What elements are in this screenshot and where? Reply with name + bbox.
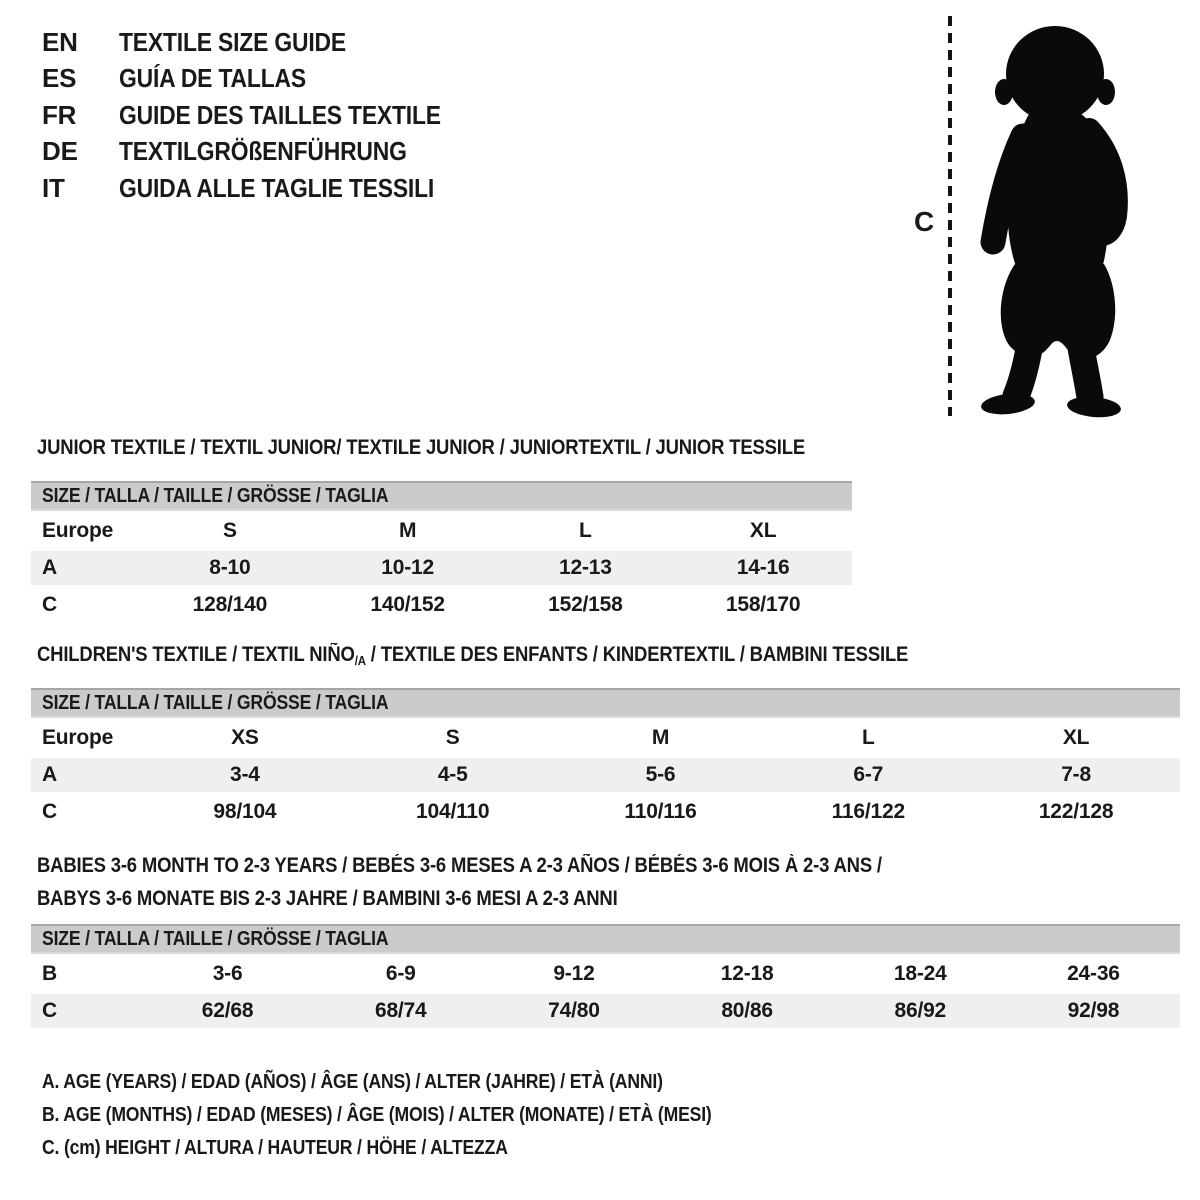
babies-section-title xyxy=(37,849,997,915)
junior-section-title xyxy=(37,436,910,460)
title-sub: /A xyxy=(354,653,366,668)
toddler-silhouette-icon xyxy=(963,18,1145,418)
age-row-b xyxy=(31,957,1180,991)
height-row-c xyxy=(31,588,852,622)
legend-notes xyxy=(42,1066,803,1165)
height-cell: 116/122 xyxy=(831,800,905,823)
row-label: C xyxy=(42,800,57,823)
size-cell: XL xyxy=(749,519,777,542)
height-cell: 80/86 xyxy=(721,999,773,1022)
height-cell: 98/104 xyxy=(213,800,277,823)
age-cell: 6-9 xyxy=(385,962,416,985)
language-code: FR xyxy=(42,99,77,130)
height-cell: 110/116 xyxy=(624,800,697,823)
height-cell: 92/98 xyxy=(1067,999,1120,1022)
babies-size-table xyxy=(31,924,1180,1028)
size-header-label: SIZE / TALLA / TAILLE / GRÖSSE / TAGLIA xyxy=(42,691,389,714)
language-row-en xyxy=(42,24,485,61)
childrens-section-title xyxy=(37,643,1027,668)
age-cell: 7-8 xyxy=(1061,763,1091,786)
age-cell: 3-6 xyxy=(212,962,243,985)
language-row-de xyxy=(42,134,485,171)
size-cell: M xyxy=(651,726,670,749)
height-cell: 122/128 xyxy=(1038,800,1114,823)
height-cell: 104/110 xyxy=(416,800,490,823)
language-title: GUIDA ALLE TAGLIE TESSILI xyxy=(119,172,435,203)
height-cell: 74/80 xyxy=(548,999,600,1022)
size-header-bar xyxy=(31,924,1180,954)
age-cell: 4-5 xyxy=(437,763,468,786)
row-label: B xyxy=(42,962,57,985)
note-a-text: A. AGE (YEARS) / EDAD (AÑOS) / ÂGE (ANS) / ALTER (JAHRE) / ETÀ (ANNI) xyxy=(42,1071,663,1093)
height-cell: 152/158 xyxy=(548,593,623,616)
height-cell: 128/140 xyxy=(192,593,268,616)
language-code: ES xyxy=(42,63,77,94)
age-cell: 14-16 xyxy=(736,556,790,579)
language-row-es xyxy=(42,61,485,98)
height-cell: 140/152 xyxy=(370,593,445,616)
babies-title-line2: BABYS 3-6 MONATE BIS 2-3 JAHRE / BAMBINI 3-6 MESI A 2-3 ANNI xyxy=(37,886,618,910)
language-title: TEXTILE SIZE GUIDE xyxy=(119,26,346,57)
size-cell: M xyxy=(398,519,417,542)
language-title-list xyxy=(42,24,485,207)
row-label: C xyxy=(42,593,57,616)
height-measure-dashed-line xyxy=(948,16,952,416)
junior-section-title-text: JUNIOR TEXTILE / TEXTIL JUNIOR/ TEXTILE JUNIOR / JUNIORTEXTIL / JUNIOR TESSILE xyxy=(37,436,806,459)
age-cell: 24-36 xyxy=(1067,962,1120,985)
row-label: Europe xyxy=(42,519,114,542)
title-post: / TEXTILE DES ENFANTS / KINDERTEXTIL / BAMBINI TESSILE xyxy=(365,643,909,666)
size-row-europe xyxy=(31,514,852,548)
age-cell: 12-18 xyxy=(720,962,774,985)
measure-c-label: C xyxy=(914,206,935,237)
row-label: A xyxy=(42,556,57,579)
note-a xyxy=(42,1066,803,1099)
age-cell: 6-7 xyxy=(853,763,884,786)
childrens-size-table xyxy=(31,688,1180,829)
age-row-a xyxy=(31,758,1180,792)
height-cell: 158/170 xyxy=(725,593,801,616)
childrens-section-title-text xyxy=(37,643,908,668)
size-cell: XL xyxy=(1062,726,1090,749)
size-cell: S xyxy=(222,519,237,542)
height-cell: 68/74 xyxy=(374,999,427,1022)
height-row-c xyxy=(31,994,1180,1028)
size-cell: XS xyxy=(231,726,259,749)
language-row-it xyxy=(42,170,485,207)
size-cell: S xyxy=(445,726,460,749)
row-label: C xyxy=(42,999,57,1022)
height-row-c xyxy=(31,795,1180,829)
language-title: GUÍA DE TALLAS xyxy=(119,63,306,94)
size-cell: L xyxy=(579,519,592,542)
junior-size-table xyxy=(31,481,852,622)
language-code: DE xyxy=(42,136,78,167)
size-header-bar xyxy=(31,688,1180,718)
age-cell: 18-24 xyxy=(893,962,947,985)
age-cell: 12-13 xyxy=(559,556,612,579)
size-cell: L xyxy=(861,726,875,749)
size-header-label: SIZE / TALLA / TAILLE / GRÖSSE / TAGLIA xyxy=(42,484,389,507)
row-label: Europe xyxy=(42,726,114,749)
size-header-bar xyxy=(31,481,852,511)
language-title: TEXTILGRÖßENFÜHRUNG xyxy=(119,136,407,167)
height-cell: 62/68 xyxy=(201,999,254,1022)
note-b xyxy=(42,1099,803,1132)
title-pre: CHILDREN'S TEXTILE / TEXTIL NIÑO xyxy=(37,643,355,666)
babies-title-line1: BABIES 3-6 MONTH TO 2-3 YEARS / BEBÉS 3-6 MESES A 2-3 AÑOS / BÉBÉS 3-6 MOIS À 2-3 ANS / xyxy=(37,853,882,877)
note-c xyxy=(42,1132,803,1165)
language-code: IT xyxy=(42,172,65,203)
age-cell: 10-12 xyxy=(381,556,434,579)
age-cell: 9-12 xyxy=(553,962,595,985)
language-code: EN xyxy=(42,26,78,57)
size-row-europe xyxy=(31,721,1180,755)
age-cell: 8-10 xyxy=(209,556,251,579)
size-header-label: SIZE / TALLA / TAILLE / GRÖSSE / TAGLIA xyxy=(42,927,389,950)
note-b-text: B. AGE (MONTHS) / EDAD (MESES) / ÂGE (MOIS) / ALTER (MONATE) / ETÀ (MESI) xyxy=(42,1104,712,1126)
language-title: GUIDE DES TAILLES TEXTILE xyxy=(119,99,441,130)
age-cell: 3-4 xyxy=(230,763,260,786)
row-label: A xyxy=(42,763,57,786)
language-row-fr xyxy=(42,97,485,134)
height-cell: 86/92 xyxy=(894,999,947,1022)
age-row-a xyxy=(31,551,852,585)
note-c-text: C. (cm) HEIGHT / ALTURA / HAUTEUR / HÖHE / ALTEZZA xyxy=(42,1137,508,1159)
age-cell: 5-6 xyxy=(645,763,676,786)
